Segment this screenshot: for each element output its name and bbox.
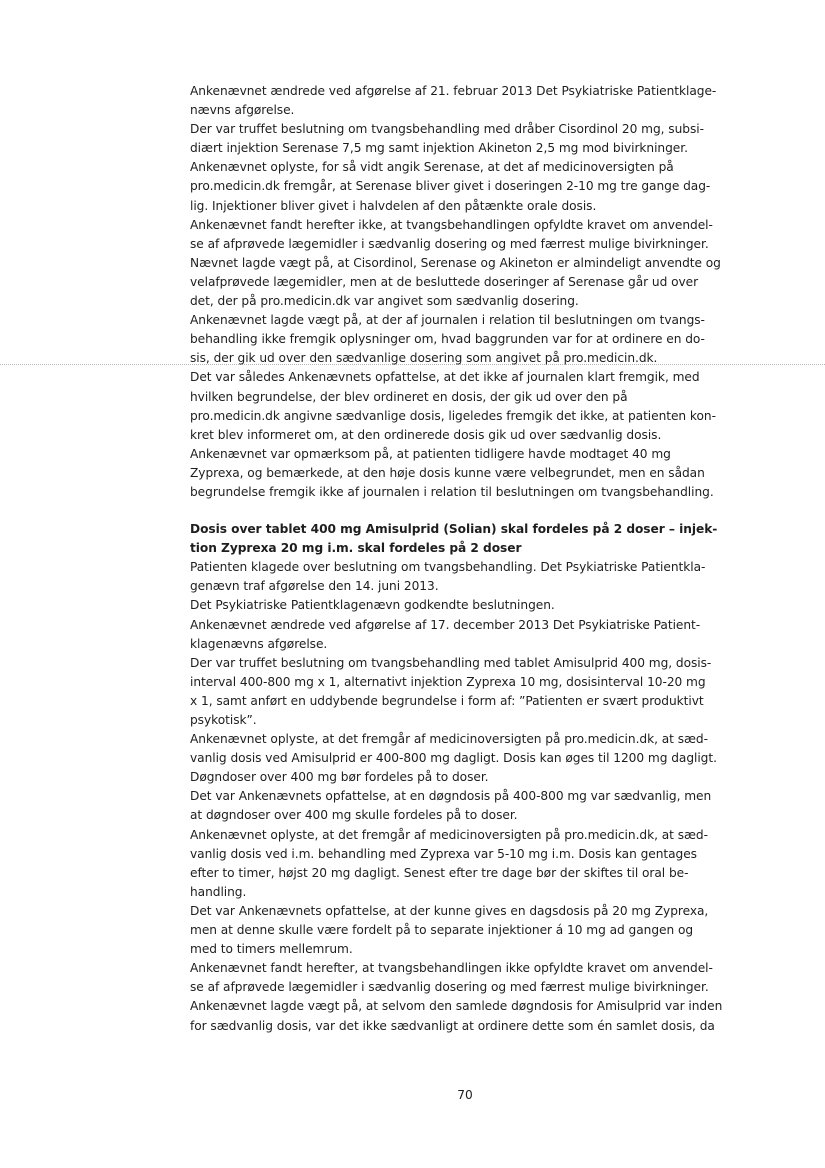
text-line: psykotisk”. — [190, 713, 257, 727]
text-line: Det var således Ankenævnets opfattelse, at det ikke af journalen klart fremgik, med — [190, 370, 700, 385]
text-line: se af afprøvede lægemidler i sædvanlig dosering og med færrest mulige bivirkninger. — [190, 980, 709, 995]
decision-block-2 — [190, 558, 750, 1035]
text-line: Ankenævnet lagde vægt på, at selvom den samlede døgndosis for Amisulprid var inden — [190, 999, 723, 1014]
text-line: sis, der gik ud over den sædvanlige dosering som angivet på pro.medicin.dk. — [190, 351, 658, 366]
text-line: Døgndoser over 400 mg bør fordeles på to doser. — [190, 770, 489, 785]
text-line: men at denne skulle være fordelt på to separate injektioner á 10 mg ad gangen og — [190, 923, 694, 938]
section-heading — [190, 520, 750, 558]
text-line: det, der på pro.medicin.dk var angivet som sædvanlig dosering. — [190, 294, 579, 309]
text-line: klagenævns afgørelse. — [190, 636, 328, 651]
text-line: pro.medicin.dk angivne sædvanlige dosis, ligeledes fremgik det ikke, at patienten kon- — [190, 408, 716, 423]
text-line: Ankenævnet oplyste, at det fremgår af medicinoversigten på pro.medicin.dk, at sæd- — [190, 732, 708, 747]
text-line: Det var Ankenævnets opfattelse, at en døgndosis på 400-800 mg var sædvanlig, men — [190, 789, 712, 804]
text-line: Ankenævnet fandt herefter ikke, at tvangsbehandlingen opfyldte kravet om anvendel- — [190, 217, 713, 232]
section-gap — [190, 502, 750, 520]
page-body — [190, 82, 750, 1036]
text-line: Ankenævnet ændrede ved afgørelse af 17. december 2013 Det Psykiatriske Patient- — [190, 617, 701, 632]
text-line: Ankenævnet fandt herefter, at tvangsbehandlingen ikke opfyldte kravet om anvendel- — [190, 961, 713, 976]
text-line: vanlig dosis ved Amisulprid er 400-800 mg dagligt. Dosis kan øges til 1200 mg dagligt. — [190, 751, 717, 766]
text-line: pro.medicin.dk fremgår, at Serenase bliver givet i doseringen 2-10 mg tre gange dag- — [190, 179, 711, 194]
text-line: Det var Ankenævnets opfattelse, at der kunne gives en dagsdosis på 20 mg Zyprexa, — [190, 903, 709, 918]
text-line: handling. — [190, 884, 247, 899]
text-line: behandling ikke fremgik oplysninger om, hvad baggrunden var for at ordinere en do- — [190, 332, 705, 347]
text-line: Nævnet lagde vægt på, at Cisordinol, Serenase og Akineton er almindeligt anvendte og — [190, 255, 721, 270]
text-line: hvilken begrundelse, der blev ordineret en dosis, der gik ud over den på — [190, 389, 628, 404]
text-line: Patienten klagede over beslutning om tvangsbehandling. Det Psykiatriske Patientkla- — [190, 560, 706, 575]
text-line: Ankenævnet var opmærksom på, at patienten tidligere havde modtaget 40 mg — [190, 446, 671, 461]
text-line: velafprøvede lægemidler, men at de besluttede doseringer af Serenase går ud over — [190, 274, 699, 289]
heading-line: Dosis over tablet 400 mg Amisulprid (Solian) skal fordeles på 2 doser – injek- — [190, 522, 718, 537]
text-line: efter to timer, højst 20 mg dagligt. Senest efter tre dage bør der skiftes til oral be- — [190, 865, 689, 880]
text-line: vanlig dosis ved i.m. behandling med Zyprexa var 5-10 mg i.m. Dosis kan gentages — [190, 846, 697, 861]
text-line: Der var truffet beslutning om tvangsbehandling med tablet Amisulprid 400 mg, dosis- — [190, 655, 712, 670]
text-line: Ankenævnet lagde vægt på, at der af journalen i relation til beslutningen om tvangs- — [190, 313, 705, 328]
text-line: interval 400-800 mg x 1, alternativt injektion Zyprexa 10 mg, dosisinterval 10-20 mg — [190, 674, 706, 689]
text-line: se af afprøvede lægemidler i sædvanlig dosering og med færrest mulige bivirkninger. — [190, 236, 709, 251]
text-line: at døgndoser over 400 mg skulle fordeles på to doser. — [190, 808, 518, 823]
text-line: for sædvanlig dosis, var det ikke sædvanligt at ordinere dette som én samlet dosis, da — [190, 1018, 715, 1033]
text-line: x 1, samt anført en uddybende begrundelse i form af: ”Patienten er svært produktivt — [190, 693, 704, 708]
heading-line: tion Zyprexa 20 mg i.m. skal fordeles på 2 doser — [190, 541, 522, 556]
text-line: med to timers mellemrum. — [190, 942, 353, 957]
text-line: diært injektion Serenase 7,5 mg samt injektion Akineton 2,5 mg mod bivirkninger. — [190, 141, 688, 156]
text-line: Ankenævnet oplyste, for så vidt angik Serenase, at det af medicinoversigten på — [190, 160, 674, 175]
text-line: Det Psykiatriske Patientklagenævn godkendte beslutningen. — [190, 598, 555, 613]
page-number: 70 — [457, 1088, 473, 1102]
text-line: Ankenævnet ændrede ved afgørelse af 21. februar 2013 Det Psykiatriske Patientklage- — [190, 84, 717, 98]
text-line: lig. Injektioner bliver givet i halvdelen af den påtænkte orale dosis. — [190, 198, 597, 213]
text-line: Der var truffet beslutning om tvangsbehandling med dråber Cisordinol 20 mg, subsi- — [190, 122, 704, 137]
text-line: Ankenævnet oplyste, at det fremgår af medicinoversigten på pro.medicin.dk, at sæd- — [190, 827, 708, 842]
decision-block-1 — [190, 82, 750, 502]
text-line: nævns afgørelse. — [190, 103, 295, 118]
text-line: Zyprexa, og bemærkede, at den høje dosis kunne være velbegrundet, men en sådan — [190, 465, 705, 480]
text-line: kret blev informeret om, at den ordinerede dosis gik ud over sædvanlig dosis. — [190, 427, 662, 442]
text-line: genævn traf afgørelse den 14. juni 2013. — [190, 579, 439, 594]
text-line: begrundelse fremgik ikke af journalen i relation til beslutningen om tvangsbehandling. — [190, 484, 714, 499]
